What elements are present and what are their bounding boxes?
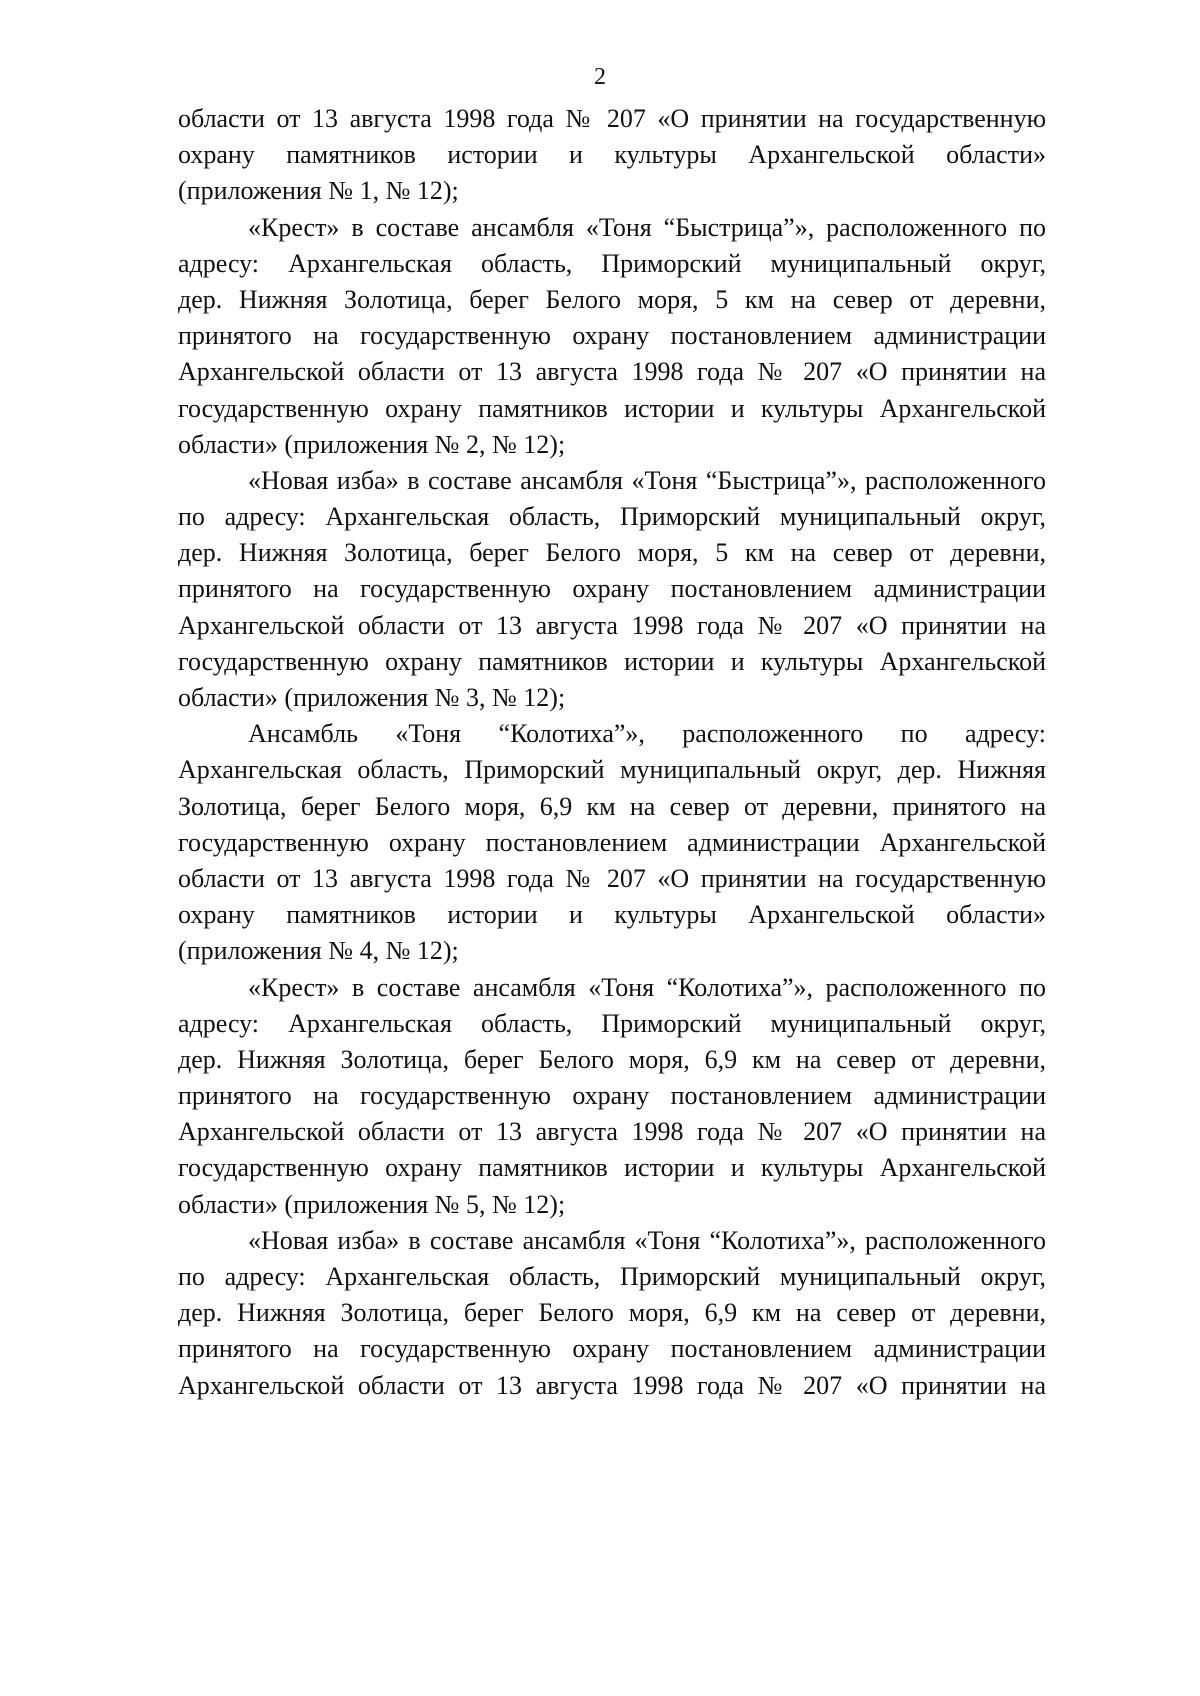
- text-line: принятого на государственную охрану постановлением администрации: [178, 321, 1046, 351]
- text-line: адресу: Архангельская область, Приморский муниципальный округ,: [178, 248, 1046, 278]
- text-line: области от 13 августа 1998 года № 207 «О принятии на государственную: [178, 863, 1046, 893]
- text-line: по адресу: Архангельская область, Приморский муниципальный округ,: [178, 1262, 1046, 1291]
- text-line: Архангельской области от 13 августа 1998 года № 207 «О принятии на: [178, 1370, 1046, 1400]
- text-line: «Новая изба» в составе ансамбля «Тоня “Быстрица”», расположенного: [248, 465, 1046, 495]
- text-line: Ансамбль «Тоня “Колотиха”», расположенного по адресу:: [248, 719, 1046, 749]
- text-line: охрану памятников истории и культуры Архангельской области»: [178, 140, 1046, 170]
- page-number: 2: [594, 64, 606, 90]
- text-line: «Крест» в составе ансамбля «Тоня “Быстрица”», расположенного по: [248, 212, 1046, 242]
- text-line: государственную охрану памятников истории и культуры Архангельской: [178, 393, 1046, 423]
- text-line: области от 13 августа 1998 года № 207 «О принятии на государственную: [178, 104, 1046, 133]
- text-line: Архангельской области от 13 августа 1998 года № 207 «О принятии на: [178, 1117, 1046, 1147]
- text-line: «Крест» в составе ансамбля «Тоня “Колотиха”», расположенного по: [248, 972, 1046, 1002]
- text-line: области» (приложения № 3, № 12);: [178, 683, 566, 712]
- text-line: принятого на государственную охрану постановлением администрации: [178, 574, 1046, 604]
- text-line: Архангельской области от 13 августа 1998 года № 207 «О принятии на: [178, 357, 1046, 387]
- text-line: Архангельской области от 13 августа 1998 года № 207 «О принятии на: [178, 610, 1046, 640]
- text-line: дер. Нижняя Золотица, берег Белого моря, 5 км на север от деревни,: [178, 284, 1046, 314]
- text-line: по адресу: Архангельская область, Приморский муниципальный округ,: [178, 502, 1046, 532]
- text-line: охрану памятников истории и культуры Архангельской области»: [178, 900, 1046, 930]
- text-line: государственную охрану памятников истории и культуры Архангельской: [178, 646, 1046, 676]
- text-line: дер. Нижняя Золотица, берег Белого моря, 5 км на север от деревни,: [178, 538, 1046, 568]
- text-line: Архангельская область, Приморский муниципальный округ, дер. Нижняя: [178, 755, 1046, 785]
- text-line: государственную охрану постановлением администрации Архангельской: [178, 827, 1046, 857]
- document-body: [178, 101, 1046, 1404]
- text-line: адресу: Архангельская область, Приморский муниципальный округ,: [178, 1008, 1046, 1038]
- text-line: (приложения № 4, № 12);: [178, 936, 459, 966]
- text-line: области» (приложения № 2, № 12);: [178, 429, 566, 459]
- text-line: принятого на государственную охрану постановлением администрации: [178, 1081, 1046, 1111]
- text-line: «Новая изба» в составе ансамбля «Тоня “Колотиха”», расположенного: [248, 1225, 1046, 1255]
- text-line: Золотица, берег Белого моря, 6,9 км на север от деревни, принятого на: [178, 791, 1046, 821]
- text-line: дер. Нижняя Золотица, берег Белого моря, 6,9 км на север от деревни,: [178, 1044, 1046, 1074]
- text-line: дер. Нижняя Золотица, берег Белого моря, 6,9 км на север от деревни,: [178, 1298, 1046, 1328]
- text-line: (приложения № 1, № 12);: [178, 176, 459, 206]
- text-line: государственную охрану памятников истории и культуры Архангельской: [178, 1153, 1046, 1183]
- text-line: принятого на государственную охрану постановлением администрации: [178, 1334, 1046, 1364]
- text-line: области» (приложения № 5, № 12);: [178, 1189, 566, 1219]
